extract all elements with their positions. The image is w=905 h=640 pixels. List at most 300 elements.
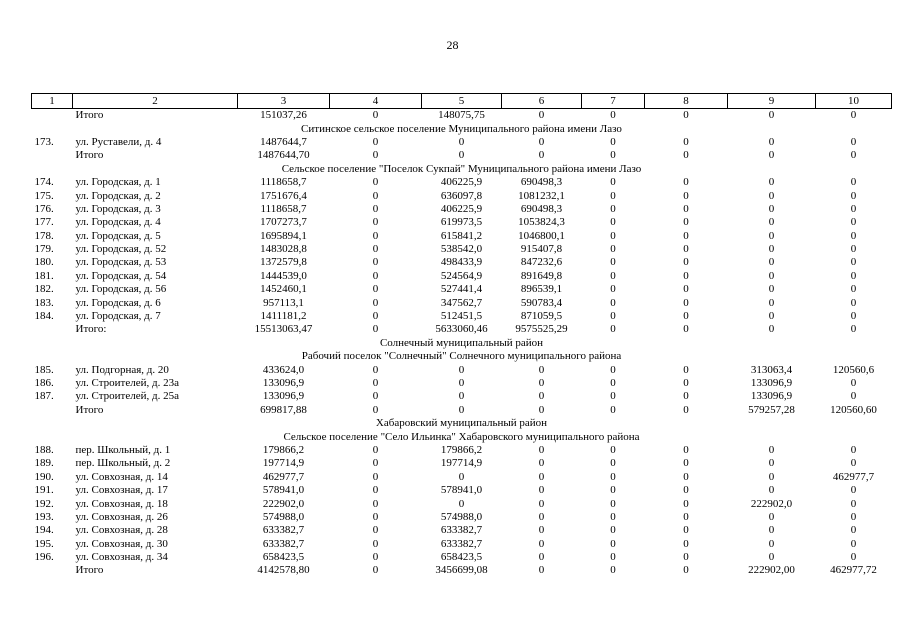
value-cell: 1751676,4 [260, 189, 307, 202]
table-row [32, 203, 892, 216]
value-cell: 0 [372, 296, 379, 309]
value-cell: 0 [610, 551, 616, 564]
row-number: 194. [34, 524, 54, 537]
value-cell: 0 [372, 176, 379, 189]
value-cell: 0 [610, 377, 616, 389]
value-cell: 0 [850, 283, 857, 296]
value-cell: 0 [610, 135, 616, 148]
address-cell: ул. Подгорная, д. 20 [75, 363, 169, 376]
address-cell: ул. Руставели, д. 4 [75, 135, 162, 148]
value-cell: 0 [850, 256, 857, 269]
value-cell: 896539,1 [520, 283, 563, 296]
value-cell: 0 [683, 189, 689, 202]
value-cell: 0 [538, 363, 545, 376]
value-cell: 0 [850, 310, 857, 323]
value-cell: 0 [850, 229, 857, 242]
row-number: 183. [34, 296, 54, 309]
value-cell: 0 [538, 564, 545, 577]
address-cell: ул. Городская, д. 2 [75, 189, 161, 202]
value-cell: 0 [850, 497, 857, 510]
page-number: 28 [446, 38, 459, 52]
value-cell: 406225,9 [440, 202, 483, 215]
table-row [32, 256, 892, 269]
row-number: 190. [34, 470, 54, 483]
value-cell: 847232,6 [520, 256, 563, 269]
value-cell: 0 [458, 135, 465, 148]
value-cell: 619973,5 [440, 216, 483, 229]
table-row [32, 390, 892, 403]
table-row [32, 310, 892, 323]
value-cell: 0 [683, 551, 689, 564]
address-cell: Итого [75, 109, 104, 122]
section-row [32, 417, 892, 430]
value-cell: 9575525,29 [515, 323, 568, 336]
value-cell: 0 [683, 510, 689, 523]
value-cell: 590783,4 [520, 296, 563, 309]
value-cell: 0 [372, 149, 379, 162]
header-cell: 2 [73, 94, 238, 109]
value-cell: 0 [850, 269, 857, 282]
value-cell: 0 [458, 403, 465, 416]
value-cell: 0 [768, 510, 775, 523]
value-cell: 0 [610, 363, 616, 376]
row-number [32, 149, 73, 162]
value-cell: 0 [372, 537, 379, 550]
value-cell: 0 [768, 296, 775, 309]
value-cell: 1695894,1 [260, 229, 307, 242]
value-cell: 0 [538, 109, 545, 122]
value-cell: 0 [850, 537, 857, 550]
table-row [32, 444, 892, 457]
address-cell: ул. Совхозная, д. 18 [75, 497, 168, 510]
value-cell: 0 [768, 269, 775, 282]
value-cell: 0 [372, 390, 379, 403]
value-cell: 0 [372, 135, 379, 148]
value-cell: 1707273,7 [260, 216, 307, 229]
table-row [32, 524, 892, 537]
value-cell: 0 [372, 564, 379, 577]
value-cell: 0 [683, 323, 689, 336]
value-cell: 0 [850, 189, 857, 202]
value-cell: 498433,9 [440, 256, 483, 269]
header-cell: 1 [32, 94, 73, 109]
row-number: 181. [34, 269, 54, 282]
value-cell: 527441,4 [440, 283, 483, 296]
value-cell: 0 [538, 551, 545, 564]
value-cell: 0 [538, 135, 545, 148]
table-row [32, 377, 892, 390]
value-cell: 0 [372, 310, 379, 323]
row-number [32, 404, 73, 417]
value-cell: 957113,1 [263, 296, 304, 309]
section-title: Хабаровский муниципальный район [375, 417, 548, 430]
value-cell: 0 [768, 323, 775, 336]
value-cell: 0 [683, 457, 689, 470]
table-row [32, 230, 892, 243]
value-cell: 0 [768, 551, 775, 564]
address-cell: ул. Строителей, д. 23а [75, 377, 179, 389]
value-cell: 0 [610, 470, 616, 483]
address-cell: Итого [75, 403, 104, 416]
value-cell: 1452460,1 [260, 283, 307, 296]
value-cell: 0 [610, 484, 616, 497]
table-row [32, 216, 892, 229]
value-cell: 578941,0 [440, 484, 483, 497]
value-cell: 0 [683, 269, 689, 282]
data-table [31, 93, 892, 578]
table-row [32, 323, 892, 336]
value-cell: 0 [372, 497, 379, 510]
value-cell: 0 [538, 470, 545, 483]
value-cell: 0 [768, 256, 775, 269]
value-cell: 0 [768, 176, 775, 189]
header-cell: 4 [330, 94, 422, 109]
table-row [32, 497, 892, 510]
value-cell: 0 [610, 216, 616, 229]
row-number: 185. [34, 363, 54, 376]
value-cell: 0 [372, 229, 379, 242]
value-cell: 0 [372, 524, 379, 537]
address-cell: ул. Городская, д. 53 [75, 256, 167, 269]
value-cell: 0 [683, 537, 689, 550]
row-number: 191. [34, 484, 54, 497]
address-cell: ул. Городская, д. 56 [75, 283, 167, 296]
address-cell: Итого [75, 149, 104, 162]
value-cell: 0 [850, 524, 857, 537]
value-cell: 1372579,8 [260, 256, 307, 269]
value-cell: 0 [372, 216, 379, 229]
row-number: 178. [34, 229, 54, 242]
value-cell: 871059,5 [520, 310, 563, 323]
value-cell: 133096,9 [750, 377, 793, 389]
value-cell: 0 [372, 377, 379, 389]
address-cell: пер. Школьный, д. 2 [75, 457, 171, 470]
table-row [32, 484, 892, 497]
value-cell: 0 [610, 390, 616, 403]
table-row [32, 296, 892, 309]
value-cell: 15513063,47 [254, 323, 313, 336]
row-number: 180. [34, 256, 54, 269]
value-cell: 1081232,1 [518, 189, 565, 202]
value-cell: 0 [372, 256, 379, 269]
value-cell: 0 [372, 403, 379, 416]
row-number: 188. [34, 443, 54, 456]
value-cell: 0 [683, 149, 689, 162]
value-cell: 0 [538, 457, 545, 470]
address-cell: ул. Городская, д. 52 [75, 243, 167, 256]
value-cell: 197714,9 [440, 457, 483, 470]
value-cell: 0 [610, 537, 616, 550]
value-cell: 1118658,7 [260, 176, 307, 189]
value-cell: 148075,75 [438, 109, 485, 122]
address-cell: ул. Совхозная, д. 26 [75, 510, 168, 523]
value-cell: 0 [683, 377, 689, 389]
value-cell: 1483028,8 [260, 243, 307, 256]
address-cell: пер. Школьный, д. 1 [75, 443, 171, 456]
value-cell: 433624,0 [262, 363, 305, 376]
table-row [32, 243, 892, 256]
value-cell: 0 [538, 377, 545, 389]
value-cell: 891649,8 [520, 269, 563, 282]
value-cell: 0 [683, 484, 689, 497]
row-number: 187. [34, 390, 54, 403]
address-cell: ул. Городская, д. 3 [75, 202, 161, 215]
value-cell: 0 [610, 323, 616, 336]
value-cell: 0 [610, 497, 616, 510]
section-title: Сельское поселение "Село Ильинка" Хабаровского муниципального района [283, 430, 640, 443]
value-cell: 0 [458, 149, 465, 162]
value-cell: 0 [850, 551, 857, 564]
value-cell: 0 [683, 564, 689, 577]
value-cell: 0 [683, 229, 689, 242]
value-cell: 313063,4 [750, 363, 793, 376]
table-row [32, 270, 892, 283]
value-cell: 524564,9 [440, 269, 483, 282]
row-number [32, 109, 73, 123]
value-cell: 0 [610, 510, 616, 523]
table-row [32, 551, 892, 564]
value-cell: 0 [768, 109, 775, 122]
value-cell: 0 [683, 497, 689, 510]
section-row [32, 122, 892, 135]
address-cell: ул. Городская, д. 4 [75, 216, 161, 229]
table-row [32, 538, 892, 551]
address-cell: ул. Совхозная, д. 17 [75, 484, 168, 497]
header-cell: 6 [502, 94, 582, 109]
value-cell: 0 [610, 256, 616, 269]
value-cell: 0 [372, 269, 379, 282]
value-cell: 0 [610, 443, 616, 456]
value-cell: 1444539,0 [260, 269, 307, 282]
value-cell: 0 [538, 510, 545, 523]
value-cell: 0 [850, 323, 857, 336]
row-number: 176. [34, 202, 54, 215]
value-cell: 0 [458, 470, 465, 483]
value-cell: 133096,9 [262, 390, 305, 403]
value-cell: 0 [683, 443, 689, 456]
value-cell: 0 [610, 564, 616, 577]
value-cell: 0 [610, 310, 616, 323]
value-cell: 0 [372, 109, 379, 122]
header-cell: 3 [238, 94, 330, 109]
value-cell: 0 [683, 363, 689, 376]
value-cell: 4142578,80 [257, 564, 310, 577]
address-cell: Итого [75, 564, 104, 577]
value-cell: 0 [372, 363, 379, 376]
table-row [32, 189, 892, 202]
value-cell: 0 [683, 243, 689, 256]
value-cell: 0 [768, 149, 775, 162]
value-cell: 120560,6 [832, 363, 875, 376]
value-cell: 0 [372, 551, 379, 564]
value-cell: 0 [850, 109, 857, 122]
value-cell: 1118658,7 [260, 202, 307, 215]
value-cell: 0 [458, 377, 465, 389]
value-cell: 0 [768, 443, 775, 456]
value-cell: 0 [768, 283, 775, 296]
value-cell: 0 [538, 484, 545, 497]
value-cell: 0 [850, 149, 857, 162]
value-cell: 0 [610, 202, 616, 215]
value-cell: 0 [850, 510, 857, 523]
value-cell: 1411181,2 [260, 310, 307, 323]
value-cell: 0 [610, 269, 616, 282]
value-cell: 658423,5 [440, 551, 483, 564]
row-number: 173. [34, 135, 54, 148]
row-number: 184. [34, 310, 54, 323]
value-cell: 179866,2 [440, 443, 483, 456]
value-cell: 222902,0 [262, 497, 305, 510]
value-cell: 1046800,1 [518, 229, 565, 242]
row-number [32, 323, 73, 336]
value-cell: 699817,88 [260, 403, 307, 416]
value-cell: 462977,7 [832, 470, 875, 483]
value-cell: 0 [538, 537, 545, 550]
value-cell: 578941,0 [262, 484, 305, 497]
value-cell: 0 [768, 229, 775, 242]
value-cell: 0 [610, 243, 616, 256]
value-cell: 0 [683, 202, 689, 215]
value-cell: 0 [768, 524, 775, 537]
section-title: Ситинское сельское поселение Муниципального района имени Лазо [301, 122, 622, 135]
value-cell: 0 [610, 283, 616, 296]
address-cell: ул. Совхозная, д. 34 [75, 551, 168, 564]
section-title: Солнечный муниципальный район [379, 336, 544, 349]
value-cell: 0 [538, 149, 545, 162]
address-cell: ул. Строителей, д. 25а [75, 390, 179, 403]
value-cell: 0 [610, 229, 616, 242]
value-cell: 0 [372, 470, 379, 483]
value-cell: 120560,60 [830, 403, 877, 416]
value-cell: 0 [372, 457, 379, 470]
value-cell: 0 [768, 484, 775, 497]
value-cell: 197714,9 [262, 457, 305, 470]
value-cell: 0 [458, 497, 465, 510]
value-cell: 0 [610, 457, 616, 470]
address-cell: ул. Совхозная, д. 30 [75, 537, 168, 550]
header-cell: 8 [645, 94, 728, 109]
row-number: 175. [34, 189, 54, 202]
value-cell: 406225,9 [440, 176, 483, 189]
value-cell: 0 [372, 202, 379, 215]
table-row [32, 471, 892, 484]
section-row [32, 350, 892, 363]
value-cell: 690498,3 [520, 202, 563, 215]
value-cell: 151037,26 [260, 109, 307, 122]
value-cell: 0 [458, 390, 465, 403]
value-cell: 0 [683, 390, 689, 403]
row-number: 182. [34, 283, 54, 296]
table-row [32, 404, 892, 417]
address-cell: ул. Городская, д. 6 [75, 296, 161, 309]
value-cell: 1487644,70 [257, 149, 310, 162]
value-cell: 0 [850, 390, 857, 403]
value-cell: 0 [683, 403, 689, 416]
section-title: Сельское поселение "Поселок Сукпай" Муниципального района имени Лазо [281, 162, 642, 175]
table-row [32, 109, 892, 123]
row-number: 192. [34, 497, 54, 510]
value-cell: 0 [683, 135, 689, 148]
value-cell: 0 [850, 296, 857, 309]
value-cell: 915407,8 [520, 243, 563, 256]
value-cell: 0 [850, 377, 857, 389]
value-cell: 0 [768, 457, 775, 470]
table-row [32, 176, 892, 189]
value-cell: 0 [850, 216, 857, 229]
row-number: 189. [34, 457, 54, 470]
address-cell: ул. Совхозная, д. 28 [75, 524, 168, 537]
value-cell: 0 [372, 443, 379, 456]
address-cell: Итого: [75, 323, 107, 336]
table-row [32, 363, 892, 376]
value-cell: 0 [538, 403, 545, 416]
section-row [32, 163, 892, 176]
section-title: Рабочий поселок "Солнечный" Солнечного муниципального района [301, 350, 622, 363]
value-cell: 0 [372, 510, 379, 523]
value-cell: 0 [610, 176, 616, 189]
value-cell: 0 [768, 537, 775, 550]
value-cell: 0 [610, 524, 616, 537]
value-cell: 0 [538, 497, 545, 510]
value-cell: 0 [372, 283, 379, 296]
value-cell: 0 [850, 443, 857, 456]
row-number: 179. [34, 243, 54, 256]
value-cell: 347562,7 [440, 296, 483, 309]
value-cell: 0 [683, 256, 689, 269]
value-cell: 0 [768, 135, 775, 148]
value-cell: 636097,8 [440, 189, 483, 202]
value-cell: 633382,7 [262, 524, 305, 537]
value-cell: 0 [683, 109, 689, 122]
value-cell: 0 [610, 109, 616, 122]
value-cell: 133096,9 [262, 377, 305, 389]
value-cell: 615841,2 [440, 229, 483, 242]
value-cell: 0 [538, 524, 545, 537]
value-cell: 0 [458, 363, 465, 376]
value-cell: 0 [683, 283, 689, 296]
value-cell: 0 [850, 135, 857, 148]
value-cell: 690498,3 [520, 176, 563, 189]
value-cell: 0 [372, 243, 379, 256]
value-cell: 0 [850, 243, 857, 256]
value-cell: 0 [768, 243, 775, 256]
value-cell: 512451,5 [440, 310, 483, 323]
value-cell: 0 [850, 176, 857, 189]
value-cell: 0 [683, 296, 689, 309]
value-cell: 574988,0 [262, 510, 305, 523]
value-cell: 133096,9 [750, 390, 793, 403]
value-cell: 0 [850, 202, 857, 215]
row-number: 193. [34, 510, 54, 523]
value-cell: 0 [768, 216, 775, 229]
value-cell: 0 [683, 524, 689, 537]
value-cell: 0 [683, 470, 689, 483]
table-body [32, 109, 892, 578]
value-cell: 222902,00 [748, 564, 795, 577]
value-cell: 179866,2 [262, 443, 305, 456]
value-cell: 0 [610, 149, 616, 162]
value-cell: 0 [683, 176, 689, 189]
value-cell: 462977,72 [830, 564, 877, 577]
header-cell: 9 [728, 94, 816, 109]
value-cell: 574988,0 [440, 510, 483, 523]
value-cell: 1053824,3 [518, 216, 565, 229]
value-cell: 0 [610, 403, 616, 416]
value-cell: 0 [768, 310, 775, 323]
header-cell: 7 [582, 94, 645, 109]
value-cell: 0 [610, 296, 616, 309]
row-number: 174. [34, 176, 54, 189]
